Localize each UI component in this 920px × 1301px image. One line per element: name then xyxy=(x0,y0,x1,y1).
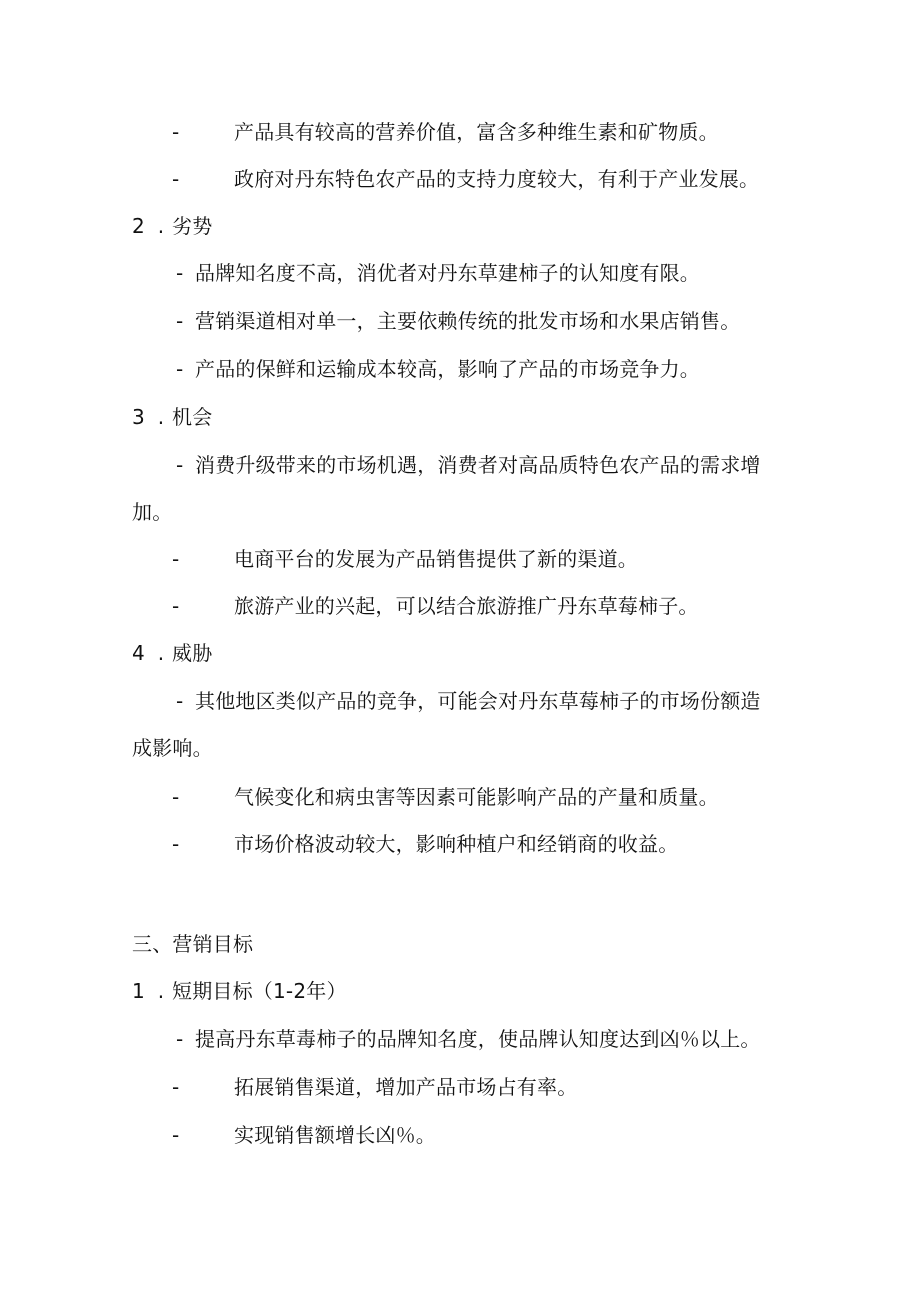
section-title: 劣势 xyxy=(172,214,213,238)
section-dot: . xyxy=(157,641,165,665)
section-number: 3 xyxy=(132,405,145,429)
list-dash: - xyxy=(176,1027,184,1051)
goal-item: 拓展销售渠道，增加产品市场占有率。 xyxy=(234,1075,578,1099)
section-heading: 三、营销目标 xyxy=(132,932,254,956)
list-dash: - xyxy=(172,1075,180,1099)
opportunity-item-line2: 加。 xyxy=(132,500,173,524)
section-dot: . xyxy=(157,979,165,1003)
list-dash: - xyxy=(172,785,180,809)
threat-item: 市场价格波动较大，影响种植户和经销商的收益。 xyxy=(234,832,679,856)
weakness-item: 营销渠道相对单一，主要依赖传统的批发市场和水果店销售。 xyxy=(195,309,741,333)
weaknesses-heading xyxy=(132,212,212,240)
threat-item-line1: 其他地区类似产品的竞争，可能会对丹东草莓柿子的市场份额造 xyxy=(195,689,761,713)
list-dash: - xyxy=(172,832,180,856)
list-dash: - xyxy=(176,357,184,381)
weakness-item: 产品的保鲜和运输成本较高，影响了产品的市场竞争力。 xyxy=(195,357,700,381)
list-dash: - xyxy=(172,120,180,144)
section-number: 2 xyxy=(132,214,145,238)
list-dash: - xyxy=(176,261,184,285)
section-dot: . xyxy=(157,405,165,429)
list-dash: - xyxy=(172,594,180,618)
list-dash: - xyxy=(176,453,184,477)
section-number: 4 xyxy=(132,641,145,665)
goal-item: 提高丹东草毒柿子的品牌知名度，使品牌认知度达到凶％以上。 xyxy=(195,1027,761,1051)
list-dash: - xyxy=(176,689,184,713)
threat-item: 气候变化和病虫害等因素可能影响产品的产量和质量。 xyxy=(234,785,719,809)
subsection-heading xyxy=(132,977,347,1005)
threat-item-line2: 成影响。 xyxy=(132,736,213,760)
section-title: 威胁 xyxy=(172,641,213,665)
opportunity-item: 旅游产业的兴起，可以结合旅游推广丹东草莓柿子。 xyxy=(234,594,699,618)
list-dash: - xyxy=(176,309,184,333)
opportunity-item: 电商平台的发展为产品销售提供了新的渠道。 xyxy=(234,547,638,571)
threats-heading xyxy=(132,639,212,667)
goal-item: 实现销售额增长凶％。 xyxy=(234,1123,436,1147)
list-dash: - xyxy=(172,1123,180,1147)
weakness-item: 品牌知名度不高，消优者对丹东草建柿子的认知度有限。 xyxy=(195,261,700,285)
list-dash: - xyxy=(172,547,180,571)
opportunity-item-line1: 消费升级带来的市场机遇，消费者对高品质特色农产品的需求增 xyxy=(195,453,761,477)
section-number: 1 xyxy=(132,979,145,1003)
strength-item: 产品具有较高的营养价值，富含多种维生素和矿物质。 xyxy=(234,120,719,144)
strength-item: 政府对丹东特色农产品的支持力度较大，有利于产业发展。 xyxy=(234,167,760,191)
section-title: 机会 xyxy=(172,405,213,429)
list-dash: - xyxy=(172,167,180,191)
opportunities-heading xyxy=(132,403,212,431)
section-title: 短期目标（1-2年） xyxy=(172,979,347,1003)
section-dot: . xyxy=(157,214,165,238)
